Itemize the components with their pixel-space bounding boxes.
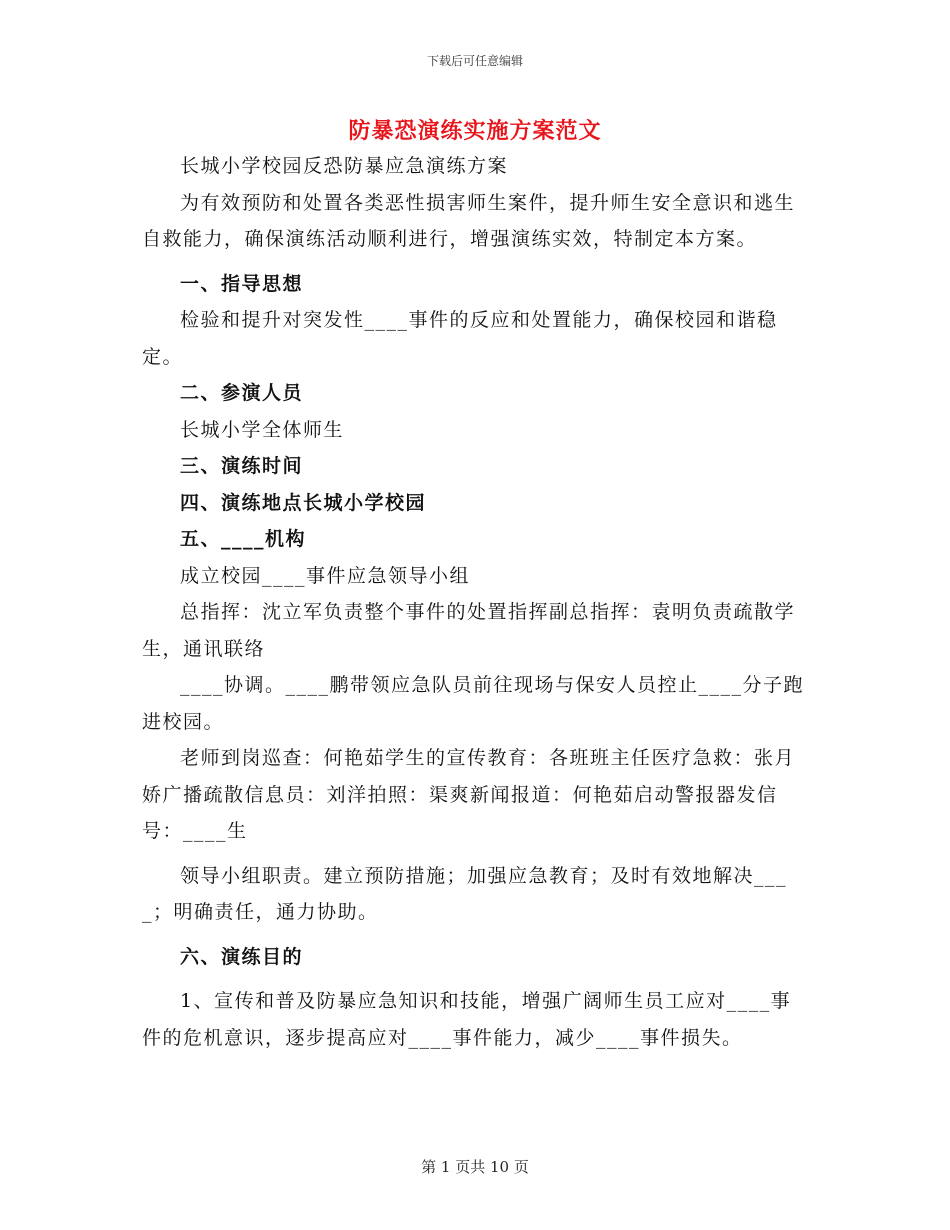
section-heading: 二、参演人员 [180,382,304,404]
paragraph: ____协调。____鹏带领应急队员前往现场与保安人员控止____分子跑进校园。 [142,674,805,733]
section-heading: 一、指导思想 [180,272,304,295]
paragraph: 长城小学校园反恐防暴应急演练方案 [180,155,509,177]
paragraph: 领导小组职责。建立预防措施；加强应急教育；及时有效地解决____；明确责任，通力协助。 [142,864,788,923]
page-header: 下载后可任意编辑 [426,54,523,68]
section-heading: 三、演练时间 [180,455,304,477]
section-heading: 四、演练地点长城小学校园 [180,491,427,514]
document-title: 防暴恐演练实施方案范文 [348,118,602,144]
paragraph: 总指挥：沈立军负责整个事件的处置指挥副总指挥：袁明负责疏散学生，通讯联络 [142,601,796,660]
section-heading: 六、演练目的 [180,945,304,968]
section-heading: 五、____机构 [180,528,307,550]
paragraph: 成立校园____事件应急领导小组 [180,564,471,587]
paragraph: 检验和提升对突发性____事件的反应和处置能力，确保校园和谐稳定。 [142,309,778,368]
paragraph: 老师到岗巡查：何艳茹学生的宣传教育：各班班主任医疗急救：张月娇广播疏散信息员：刘洋拍照：渠爽新闻报道：何艳茹启动警报器发信号：____生 [142,747,796,842]
paragraph: 1、宣传和普及防暴应急知识和技能，增强广阔师生员工应对____事件的危机意识，逐步提高应对____事件能力，减少____事件损失。 [142,990,792,1049]
document-body [142,148,808,1056]
page-footer: 第 1 页共 10 页 [421,1158,529,1176]
paragraph: 为有效预防和处置各类恶性损害师生案件，提升师生安全意识和逃生自救能力，确保演练活动顺利进行，增强演练实效，特制定本方案。 [142,191,796,250]
paragraph: 长城小学全体师生 [180,418,345,441]
